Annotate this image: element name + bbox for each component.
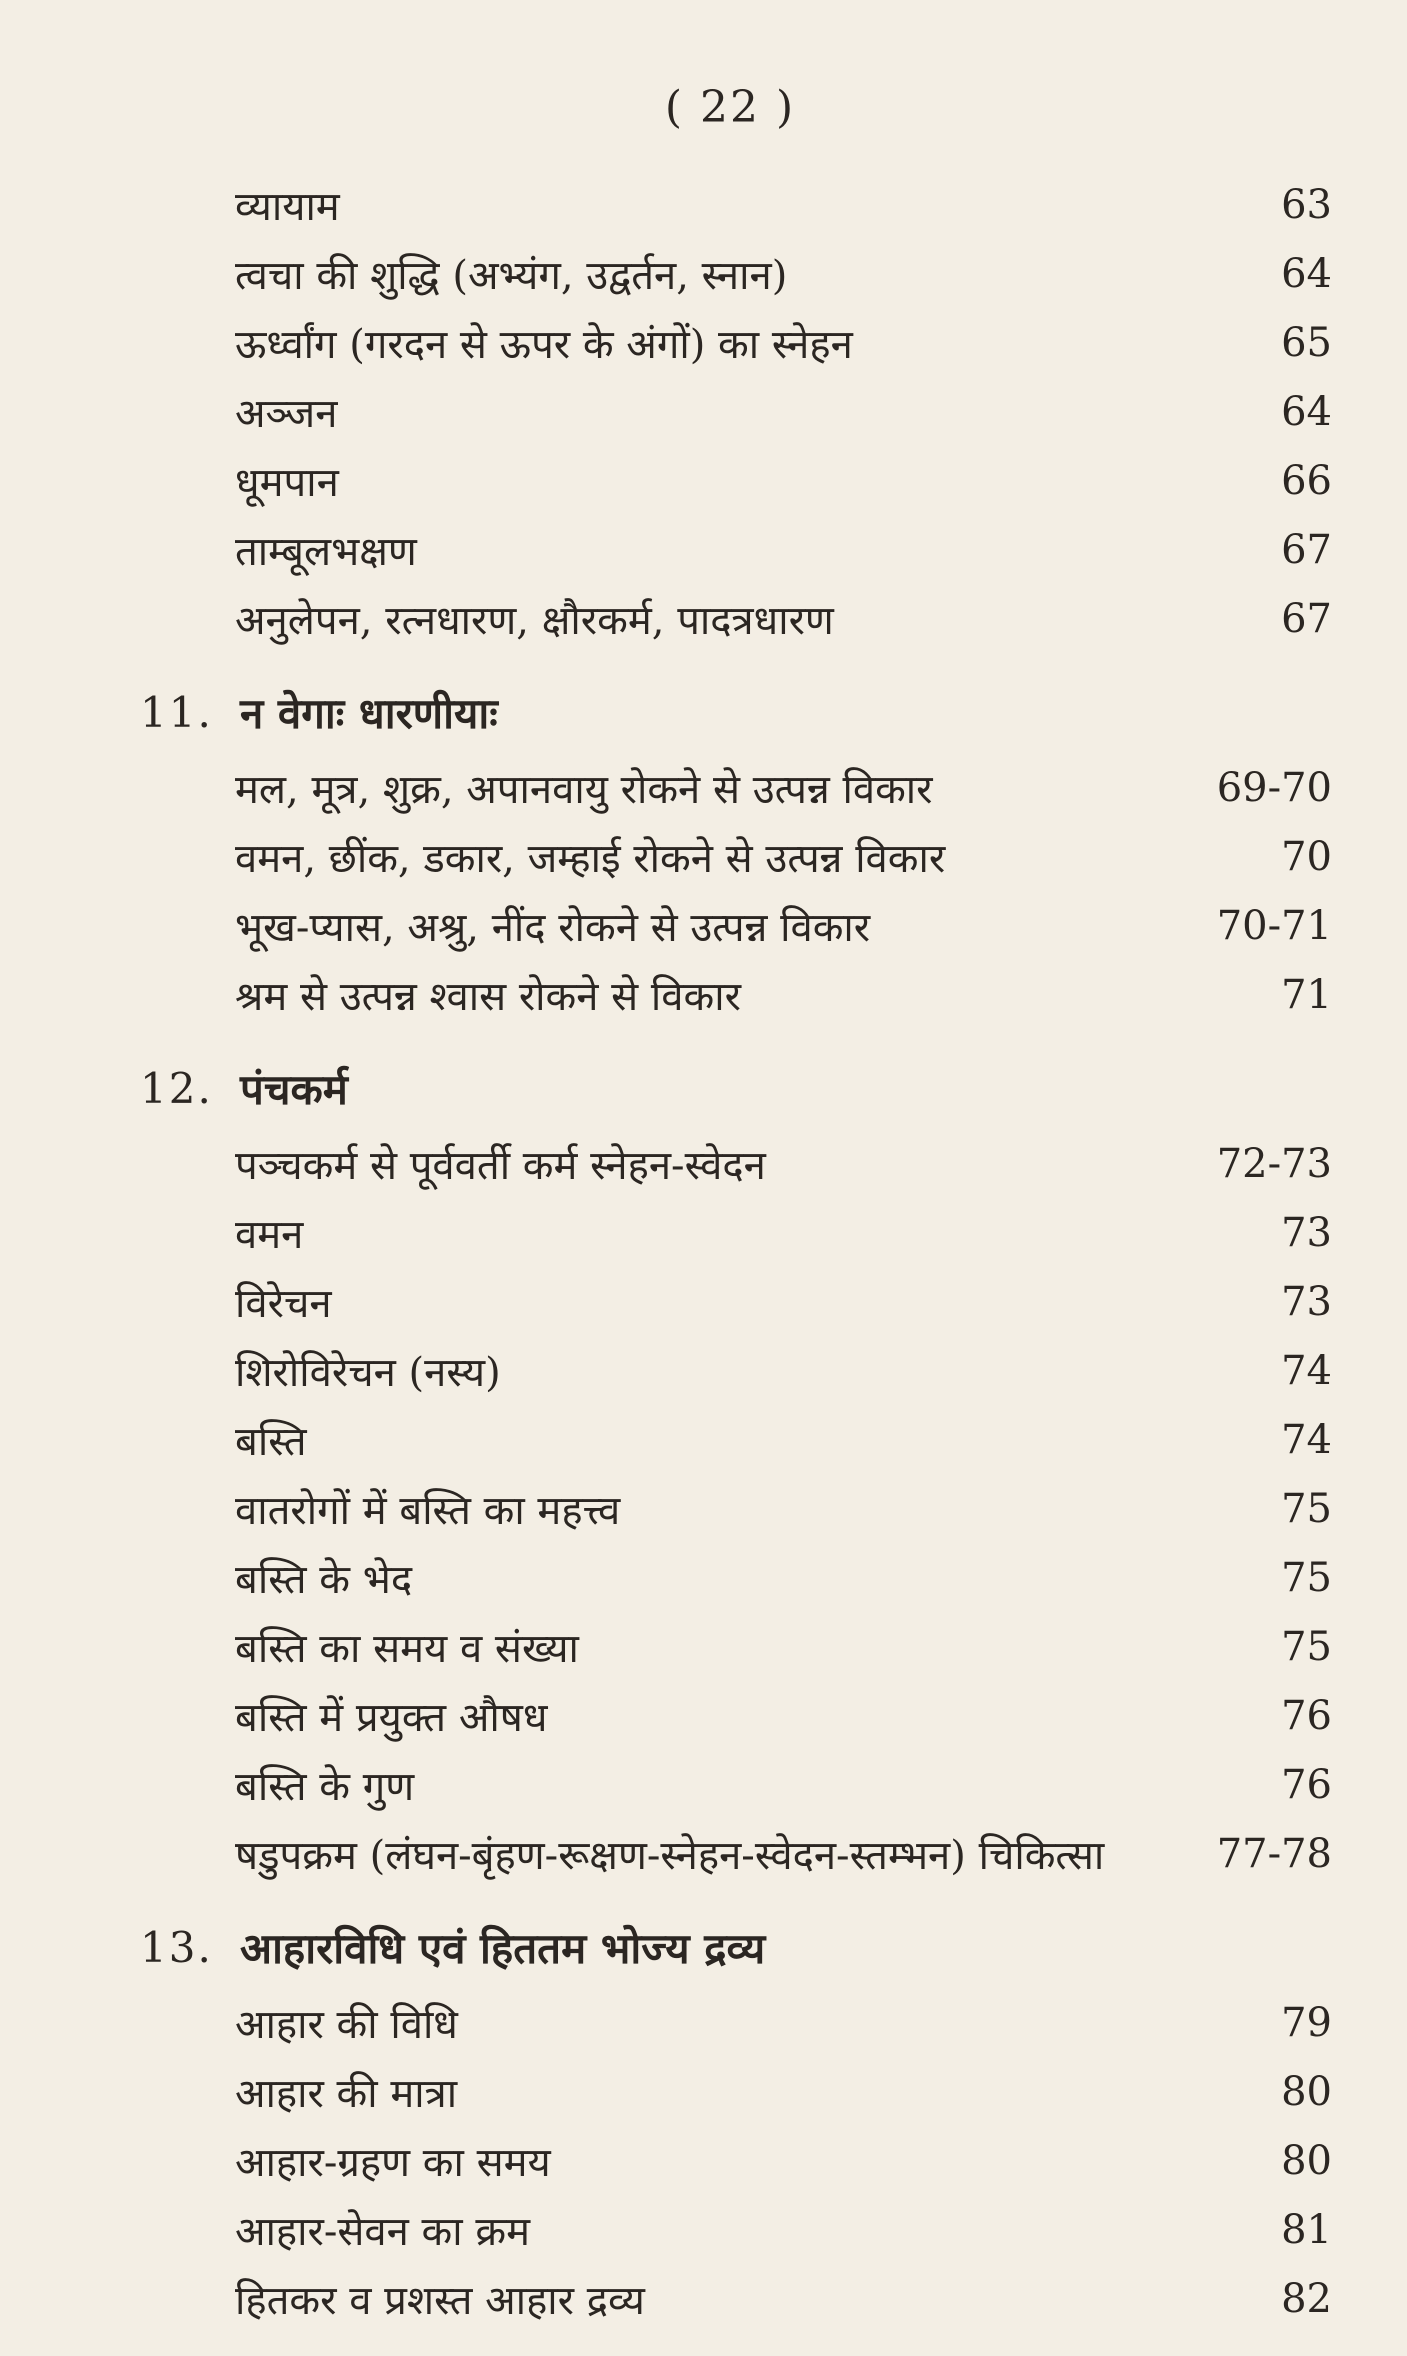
entry-label: हितकर व प्रशस्त आहार द्रव्य	[235, 2278, 645, 2324]
entry-page-number: 75	[1281, 1554, 1332, 1601]
entry-page-number: 72-73	[1216, 1140, 1332, 1187]
toc-entry	[0, 1405, 1407, 1474]
entry-label: ऊर्ध्वांग (गरदन से ऊपर के अंगों) का स्नेहन	[235, 322, 853, 368]
entry-label: व्यायाम	[235, 184, 340, 230]
toc-entry	[0, 1681, 1407, 1750]
toc-entry	[0, 1819, 1407, 1888]
toc-entry	[0, 822, 1407, 891]
entry-page-number: 76	[1281, 1692, 1332, 1739]
toc-entry	[0, 1198, 1407, 1267]
entry-label: वमन	[235, 1212, 304, 1258]
toc-entry	[0, 1267, 1407, 1336]
section-gap	[0, 1888, 1407, 1906]
toc-entry	[0, 2126, 1407, 2195]
entry-label: श्रम से उत्पन्न श्वास रोकने से विकार	[235, 974, 741, 1020]
section-number: 13.	[140, 1922, 213, 1972]
entry-page-number: 63	[1281, 181, 1332, 228]
entry-page-number: 73	[1281, 1209, 1332, 1256]
toc-entry	[0, 1336, 1407, 1405]
entry-label: आहार-ग्रहण का समय	[235, 2140, 551, 2186]
toc-entry	[0, 584, 1407, 653]
entry-label: मल, मूत्र, शुक्र, अपानवायु रोकने से उत्पन्न विकार	[235, 767, 933, 813]
entry-label: अञ्जन	[235, 391, 338, 437]
entry-label: आहार-सेवन का क्रम	[235, 2209, 530, 2255]
toc-entry	[0, 239, 1407, 308]
entry-page-number: 79	[1281, 1999, 1332, 2046]
entry-label: वमन, छींक, डकार, जम्हाई रोकने से उत्पन्न विकार	[235, 836, 946, 882]
entry-page-number: 64	[1281, 388, 1332, 435]
entry-label: भूख-प्यास, अश्रु, नींद रोकने से उत्पन्न विकार	[235, 905, 871, 951]
toc-entry	[0, 1988, 1407, 2057]
entry-page-number: 75	[1281, 1623, 1332, 1670]
toc-entry	[0, 1543, 1407, 1612]
entry-label: बस्ति में प्रयुक्त औषध	[235, 1695, 548, 1741]
toc-entry	[0, 2195, 1407, 2264]
entry-page-number: 66	[1281, 457, 1332, 504]
entry-label: त्वचा की शुद्धि (अभ्यंग, उद्वर्तन, स्नान)	[235, 253, 788, 299]
toc-entry	[0, 1474, 1407, 1543]
entry-page-number: 75	[1281, 1485, 1332, 1532]
toc-entry	[0, 891, 1407, 960]
section-heading	[0, 1906, 1407, 1988]
entry-page-number: 70	[1281, 833, 1332, 880]
section-gap	[0, 653, 1407, 671]
entry-page-number: 80	[1281, 2137, 1332, 2184]
section-number: 12.	[140, 1063, 213, 1113]
toc-section	[0, 1906, 1407, 2333]
toc-entry	[0, 1612, 1407, 1681]
entry-label: वातरोगों में बस्ति का महत्त्व	[235, 1488, 621, 1534]
toc-entry	[0, 2264, 1407, 2333]
intro-entries	[0, 170, 1407, 653]
toc-entry	[0, 753, 1407, 822]
section-title: आहारविधि एवं हिततम भोज्य द्रव्य	[240, 1923, 766, 1973]
entry-page-number: 71	[1281, 971, 1332, 1018]
toc-section	[0, 1047, 1407, 1888]
entry-label: षडुपक्रम (लंघन-बृंहण-रूक्षण-स्नेहन-स्वेदन-स्तम्भन) चिकित्सा	[235, 1833, 1105, 1879]
entry-page-number: 82	[1281, 2275, 1332, 2322]
entry-page-number: 74	[1281, 1416, 1332, 1463]
toc-entry	[0, 1129, 1407, 1198]
entry-page-number: 67	[1281, 595, 1332, 642]
entry-page-number: 70-71	[1216, 902, 1332, 949]
toc-sections	[0, 653, 1407, 2333]
entry-label: आहार की विधि	[235, 2002, 458, 2048]
entry-page-number: 81	[1281, 2206, 1332, 2253]
entry-label: बस्ति के भेद	[235, 1557, 413, 1603]
toc-entry	[0, 377, 1407, 446]
entry-label: ताम्बूलभक्षण	[235, 529, 417, 575]
toc-entry	[0, 1750, 1407, 1819]
section-heading	[0, 671, 1407, 753]
section-title: पंचकर्म	[240, 1064, 348, 1114]
entry-label: पञ्चकर्म से पूर्ववर्ती कर्म स्नेहन-स्वेदन	[235, 1143, 766, 1189]
entry-label: शिरोविरेचन (नस्य)	[235, 1350, 501, 1396]
toc-entry	[0, 515, 1407, 584]
toc-entry	[0, 308, 1407, 377]
entry-page-number: 69-70	[1216, 764, 1332, 811]
entry-label: आहार की मात्रा	[235, 2071, 458, 2117]
entry-page-number: 80	[1281, 2068, 1332, 2115]
entry-page-number: 67	[1281, 526, 1332, 573]
toc-section	[0, 671, 1407, 1029]
toc-entry	[0, 2057, 1407, 2126]
entry-page-number: 64	[1281, 250, 1332, 297]
entry-label: बस्ति के गुण	[235, 1764, 415, 1810]
entry-page-number: 73	[1281, 1278, 1332, 1325]
entry-label: अनुलेपन, रत्नधारण, क्षौरकर्म, पादत्रधारण	[235, 598, 834, 644]
entry-label: विरेचन	[235, 1281, 332, 1327]
entry-page-number: 74	[1281, 1347, 1332, 1394]
page-number: ( 22 )	[664, 82, 796, 133]
entry-page-number: 77-78	[1216, 1830, 1332, 1877]
entry-page-number: 65	[1281, 319, 1332, 366]
entry-page-number: 76	[1281, 1761, 1332, 1808]
entry-label: बस्ति का समय व संख्या	[235, 1626, 579, 1672]
toc-entry	[0, 960, 1407, 1029]
section-number: 11.	[140, 687, 213, 737]
section-heading	[0, 1047, 1407, 1129]
toc-entry	[0, 446, 1407, 515]
table-of-contents	[0, 170, 1407, 2333]
toc-entry	[0, 170, 1407, 239]
section-title: न वेगाः धारणीयाः	[240, 688, 498, 738]
entry-label: बस्ति	[235, 1419, 307, 1465]
section-gap	[0, 1029, 1407, 1047]
entry-label: धूमपान	[235, 460, 339, 506]
